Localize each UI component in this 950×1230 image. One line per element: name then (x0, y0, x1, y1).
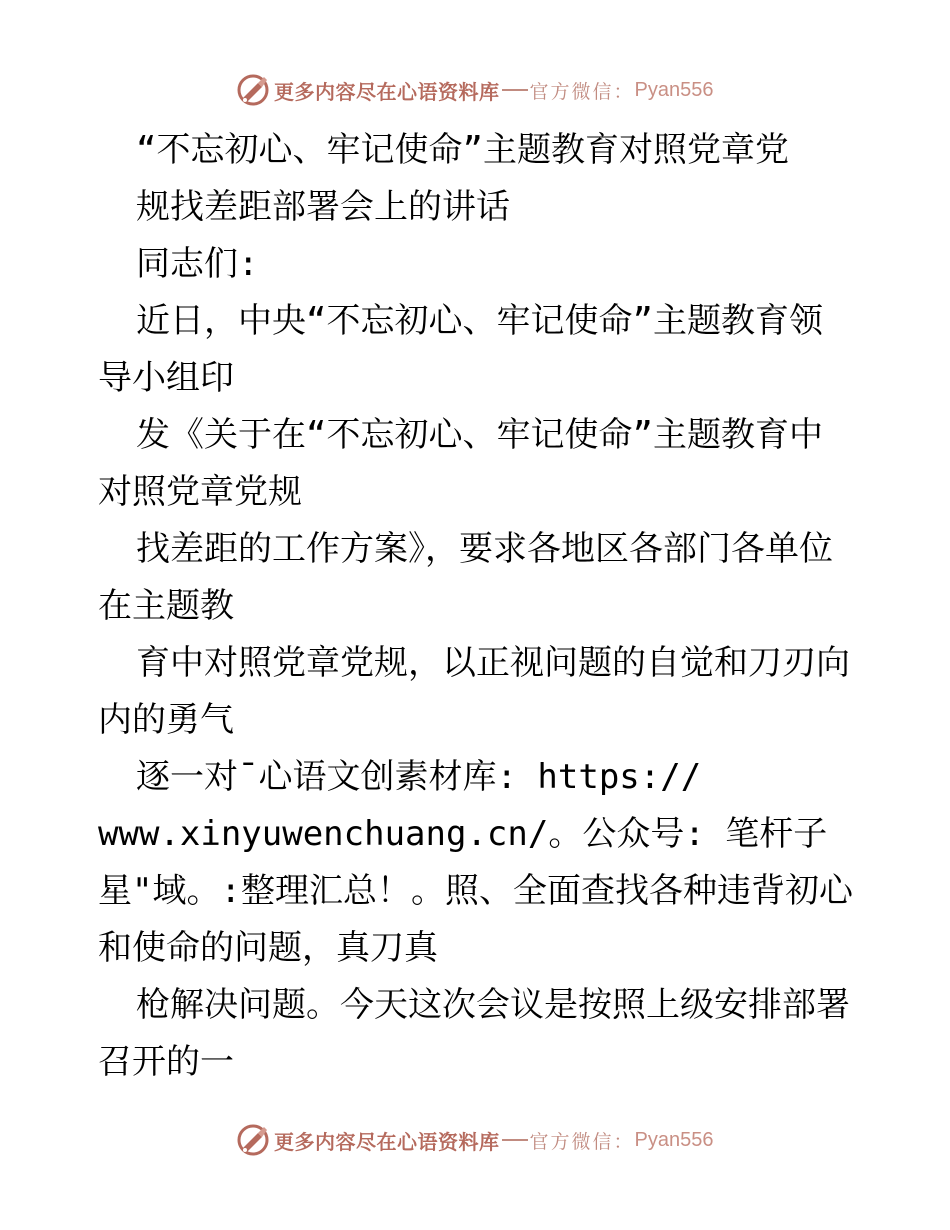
text-line: 育中对照党章党规，以正视问题的自觉和刀刃向 (136, 643, 850, 683)
text-line: 导小组印 (98, 358, 234, 398)
text-line: “不忘初心、牢记使命”主题教育对照党章党 (136, 130, 789, 170)
text-line: www.xinyuwenchuang.cn/。公众号: 笔杆子 (98, 814, 828, 854)
text-line: 同志们: (136, 244, 259, 284)
banner-wechat-label: 官方微信： (529, 1130, 635, 1153)
text-line: 枪解决问题。今天这次会议是按照上级安排部署 (136, 985, 850, 1025)
text-line: 在主题教 (98, 586, 234, 626)
banner-main-text: 更多内容尽在心语资料库 (274, 1129, 500, 1154)
banner-wechat-id: Pyan556 (634, 1128, 714, 1151)
text-line: 逐一对¯心语文创素材库: https:// (136, 757, 702, 797)
text-line: 找差距的工作方案》，要求各地区各部门各单位 (136, 529, 833, 569)
text-line: 发《关于在“不忘初心、牢记使命”主题教育中 (136, 415, 823, 455)
banner-dash (502, 1139, 528, 1141)
text-line: 规找差距部署会上的讲话 (136, 187, 510, 227)
pen-logo-icon (236, 1123, 270, 1157)
banner-dash (502, 89, 528, 91)
text-line: 内的勇气 (98, 700, 234, 740)
banner-wechat-id: Pyan556 (634, 78, 714, 101)
banner-main-text: 更多内容尽在心语资料库 (274, 79, 500, 104)
text-line: 星"域。:整理汇总！。照、全面查找各种违背初心 (98, 871, 853, 911)
footer-watermark-banner (236, 1120, 713, 1160)
text-line: 召开的一 (98, 1042, 234, 1082)
text-line: 对照党章党规 (98, 472, 302, 512)
text-line: 和使命的问题，真刀真 (98, 928, 438, 968)
banner-wechat-label: 官方微信： (529, 80, 635, 103)
text-line: 近日，中央“不忘初心、牢记使命”主题教育领 (136, 301, 823, 341)
header-watermark-banner (236, 70, 713, 110)
pen-logo-icon (236, 73, 270, 107)
document-body (98, 122, 858, 1091)
